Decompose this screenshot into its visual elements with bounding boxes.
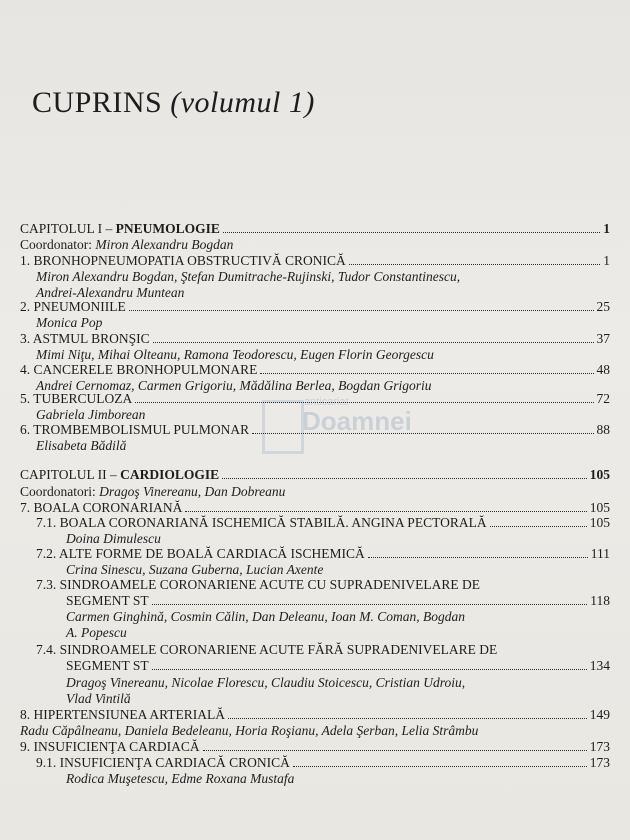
entry-label: 7.4. SINDROAMELE CORONARIENE ACUTE FĂRĂ SUPRADENIVELARE DE — [36, 642, 498, 657]
leader-dots — [222, 478, 587, 479]
leader-dots — [228, 718, 587, 719]
watermark-line1: anticariat — [304, 396, 349, 408]
entry-page: 105 — [589, 515, 610, 530]
chapter1-page: 1 — [603, 221, 610, 236]
entry-page: 173 — [589, 739, 610, 754]
entry-authors: Vlad Vintilă — [66, 691, 131, 706]
chapter1-name: PNEUMOLOGIE — [115, 221, 220, 236]
entry-authors: Andrei-Alexandru Muntean — [36, 285, 185, 300]
leader-dots — [252, 433, 593, 434]
entry-authors: Doina Dimulescu — [66, 531, 161, 546]
leader-dots — [203, 750, 587, 751]
leader-dots — [293, 766, 587, 767]
entry-page: 118 — [590, 593, 610, 608]
toc-entry-7-4 — [66, 657, 610, 675]
entry-label: 6. TROMBEMBOLISMUL PULMONAR — [20, 422, 250, 437]
entry-authors: Rodica Muşetescu, Edme Roxana Mustafa — [66, 771, 295, 786]
entry-authors: Gabriela Jimborean — [36, 407, 146, 422]
coord-names: Miron Alexandru Bogdan — [95, 237, 234, 252]
entry-page: 134 — [589, 658, 610, 673]
toc-entry-2 — [20, 298, 610, 316]
entry-page: 25 — [596, 299, 610, 314]
watermark-line2: Doamnei — [302, 406, 412, 436]
chapter1-prefix: CAPITOLUL I – — [20, 221, 113, 236]
chapter2-heading — [20, 466, 610, 484]
page-title — [32, 86, 315, 120]
entry-page: 88 — [596, 422, 610, 437]
leader-dots — [223, 232, 600, 233]
entry-label: 1. BRONHOPNEUMOPATIA OBSTRUCTIVĂ CRONICĂ — [20, 253, 346, 268]
entry-page: 37 — [596, 331, 610, 346]
entry-authors: Elisabeta Bădilă — [36, 438, 127, 453]
entry-authors: Carmen Ginghină, Cosmin Călin, Dan Deleanu, Ioan M. Coman, Bogdan — [66, 609, 465, 624]
entry-label: 2. PNEUMONIILE — [20, 299, 126, 314]
coord-label: Coordonatori: — [20, 484, 96, 499]
entry-authors: Miron Alexandru Bogdan, Ştefan Dumitrache-Rujinski, Tudor Constantinescu, — [36, 269, 461, 284]
entry-authors: A. Popescu — [66, 625, 127, 640]
entry-label: 7.3. SINDROAMELE CORONARIENE ACUTE CU SUPRADENIVELARE DE — [36, 577, 480, 592]
entry-label: 5. TUBERCULOZA — [20, 391, 133, 406]
chapter2-prefix: CAPITOLUL II – — [20, 467, 117, 482]
title-sub: (volumul 1) — [170, 86, 315, 119]
leader-dots — [368, 557, 588, 558]
entry-label: 9.1. INSUFICIENŢA CARDIACĂ CRONICĂ — [36, 755, 290, 770]
leader-dots — [135, 402, 593, 403]
entry-authors: Monica Pop — [36, 315, 103, 330]
entry-authors: Radu Căpâlneanu, Daniela Bedeleanu, Horia Roşianu, Adela Şerban, Lelia Strâmbu — [20, 723, 479, 738]
leader-dots — [152, 669, 587, 670]
entry-page: 111 — [590, 546, 610, 561]
entry-label: 7.2. ALTE FORME DE BOALĂ CARDIACĂ ISCHEMICĂ — [36, 546, 365, 561]
leader-dots — [152, 604, 588, 605]
coord-label: Coordonator: — [20, 237, 92, 252]
entry-authors: Andrei Cernomaz, Carmen Grigoriu, Mădălina Berlea, Bogdan Grigoriu — [36, 378, 432, 393]
chapter2-page: 105 — [589, 467, 610, 482]
leader-dots — [490, 526, 587, 527]
entry-page: 105 — [589, 500, 610, 515]
title-main: CUPRINS — [32, 86, 163, 119]
entry-label: 7.1. BOALA CORONARIANĂ ISCHEMICĂ STABILĂ. ANGINA PECTORALĂ — [36, 515, 487, 530]
entry-label: SEGMENT ST — [66, 593, 149, 608]
entry-page: 48 — [596, 362, 610, 377]
entry-label: 3. ASTMUL BRONŞIC — [20, 331, 150, 346]
entry-label: SEGMENT ST — [66, 658, 149, 673]
coord-names: Dragoş Vinereanu, Dan Dobreanu — [99, 484, 286, 499]
entry-page: 1 — [603, 253, 610, 268]
entry-page: 72 — [596, 391, 610, 406]
entry-label: 4. CANCERELE BRONHOPULMONARE — [20, 362, 258, 377]
leader-dots — [129, 310, 594, 311]
entry-label: 7. BOALA CORONARIANĂ — [20, 500, 183, 515]
entry-authors: Crina Sinescu, Suzana Guberna, Lucian Axente — [66, 562, 324, 577]
leader-dots — [185, 511, 586, 512]
leader-dots — [260, 373, 593, 374]
entry-page: 149 — [589, 707, 610, 722]
entry-label: 8. HIPERTENSIUNEA ARTERIALĂ — [20, 707, 225, 722]
leader-dots — [349, 264, 600, 265]
entry-page: 173 — [589, 755, 610, 770]
entry-authors: Dragoş Vinereanu, Nicolae Florescu, Claudiu Stoicescu, Cristian Udroiu, — [66, 675, 466, 690]
leader-dots — [153, 342, 594, 343]
chapter2-name: CARDIOLOGIE — [120, 467, 220, 482]
entry-label: 9. INSUFICIENŢA CARDIACĂ — [20, 739, 200, 754]
entry-authors: Mimi Niţu, Mihai Olteanu, Ramona Teodorescu, Eugen Florin Georgescu — [36, 347, 434, 362]
